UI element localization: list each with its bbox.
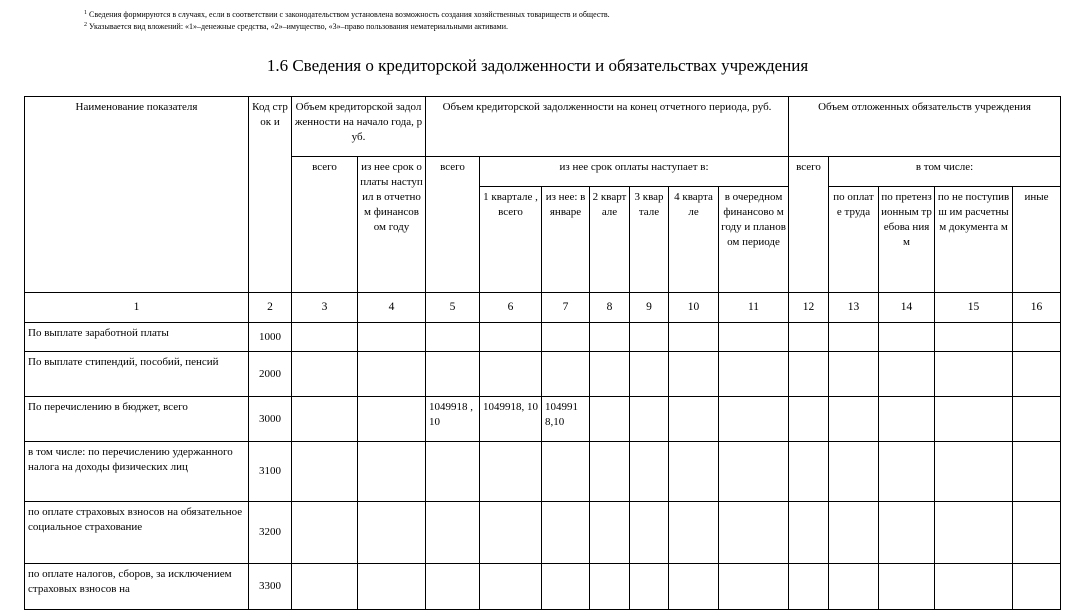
- row-code: 1000: [249, 323, 292, 352]
- column-number: 3: [292, 293, 358, 323]
- header-start-volume: Объем кредиторской задолженности на начало года, руб.: [292, 97, 426, 157]
- header-claims: по претенз ионным требова ниям: [879, 187, 935, 293]
- table-cell: [719, 352, 789, 397]
- footnote-2: [84, 20, 610, 32]
- column-number: 15: [935, 293, 1013, 323]
- table-cell: [669, 397, 719, 442]
- table-row: [25, 352, 1061, 397]
- table-cell: [630, 323, 669, 352]
- row-code: 2000: [249, 352, 292, 397]
- table-cell: [879, 502, 935, 564]
- row-label: По выплате заработной платы: [25, 323, 249, 352]
- table-cell: [879, 442, 935, 502]
- table-cell: [1013, 442, 1061, 502]
- table-cell: [935, 564, 1013, 610]
- table-cell: [590, 442, 630, 502]
- header-labor-payment: по оплате труда: [829, 187, 879, 293]
- table-cell: [590, 352, 630, 397]
- table-cell: [542, 442, 590, 502]
- table-cell: [480, 442, 542, 502]
- header-no-settlement-docs: по не поступивш им расчетным документа м: [935, 187, 1013, 293]
- table-cell: [292, 397, 358, 442]
- header-other: иные: [1013, 187, 1061, 293]
- table-cell: [669, 442, 719, 502]
- table-cell: [879, 323, 935, 352]
- table-cell: [829, 352, 879, 397]
- table-cell: [426, 442, 480, 502]
- column-number: 2: [249, 293, 292, 323]
- header-deferred-total: всего: [789, 157, 829, 293]
- table-cell: [879, 397, 935, 442]
- table-cell: [590, 323, 630, 352]
- table-cell: [789, 502, 829, 564]
- table-cell: [1013, 397, 1061, 442]
- table-cell: [789, 564, 829, 610]
- table-cell: [358, 564, 426, 610]
- header-q1-total: 1 квартале , всего: [480, 187, 542, 293]
- header-q3: 3 квар тале: [630, 187, 669, 293]
- column-number: 4: [358, 293, 426, 323]
- table-cell: [426, 352, 480, 397]
- table-cell: [630, 352, 669, 397]
- table-cell: [630, 564, 669, 610]
- header-end-due-group: из нее срок оплаты наступает в:: [480, 157, 789, 187]
- footnote-text: Указывается вид вложений: «1»–денежные средства, «2»–имущество, «3»–право пользования нематериальными активами.: [89, 22, 508, 31]
- table-cell: [935, 352, 1013, 397]
- table-cell: [719, 502, 789, 564]
- column-number: 10: [669, 293, 719, 323]
- table-cell: [480, 502, 542, 564]
- table-cell: [358, 502, 426, 564]
- table-row: [25, 564, 1061, 610]
- column-number: 16: [1013, 293, 1061, 323]
- table-cell: 104991 8,10: [542, 397, 590, 442]
- header-deferred-including: в том числе:: [829, 157, 1061, 187]
- table-cell: [669, 564, 719, 610]
- table-cell: [829, 323, 879, 352]
- table-cell: [669, 323, 719, 352]
- column-number: 12: [789, 293, 829, 323]
- footnote-1: [84, 8, 610, 20]
- table-cell: [1013, 564, 1061, 610]
- table-cell: 1049918 ,10: [426, 397, 480, 442]
- row-code: 3200: [249, 502, 292, 564]
- footnotes: [84, 8, 610, 32]
- row-label: По выплате стипендий, пособий, пенсий: [25, 352, 249, 397]
- header-q2: 2 кварт але: [590, 187, 630, 293]
- table-cell: [789, 352, 829, 397]
- table-cell: [719, 397, 789, 442]
- table-cell: [935, 502, 1013, 564]
- header-start-total: всего: [292, 157, 358, 293]
- row-label: По перечислению в бюджет, всего: [25, 397, 249, 442]
- table-cell: [542, 502, 590, 564]
- table-cell: [935, 442, 1013, 502]
- column-number: 11: [719, 293, 789, 323]
- table-cell: [1013, 502, 1061, 564]
- row-code: 3100: [249, 442, 292, 502]
- table-cell: [358, 442, 426, 502]
- header-next-period: в очередном финансово м году и плановом периоде: [719, 187, 789, 293]
- table-cell: [542, 323, 590, 352]
- header-end-total: всего: [426, 157, 480, 293]
- table-cell: [590, 564, 630, 610]
- table-cell: [542, 352, 590, 397]
- column-number: 13: [829, 293, 879, 323]
- table-cell: [630, 442, 669, 502]
- table-cell: [292, 502, 358, 564]
- row-label: в том числе: по перечислению удержанного налога на доходы физических лиц: [25, 442, 249, 502]
- table-cell: [426, 564, 480, 610]
- table-cell: [1013, 323, 1061, 352]
- table-cell: [480, 564, 542, 610]
- row-label: по оплате страховых взносов на обязательное социальное страхование: [25, 502, 249, 564]
- table-cell: [719, 564, 789, 610]
- table-cell: [590, 502, 630, 564]
- table-cell: [789, 323, 829, 352]
- table-row: [25, 323, 1061, 352]
- table-row: [25, 397, 1061, 442]
- column-number: 5: [426, 293, 480, 323]
- table-cell: [829, 564, 879, 610]
- table-cell: [789, 397, 829, 442]
- table-cell: [292, 442, 358, 502]
- table-row: [25, 442, 1061, 502]
- table-cell: [879, 564, 935, 610]
- table-cell: [590, 397, 630, 442]
- table-cell: [358, 352, 426, 397]
- table-cell: [935, 397, 1013, 442]
- table-cell: [669, 352, 719, 397]
- table-cell: [426, 323, 480, 352]
- table-cell: [480, 352, 542, 397]
- header-deferred-volume: Объем отложенных обязательств учреждения: [789, 97, 1061, 157]
- column-number: 9: [630, 293, 669, 323]
- page-title: 1.6 Сведения о кредиторской задолженности и обязательствах учреждения: [266, 56, 809, 75]
- table-cell: [480, 323, 542, 352]
- table-cell: [789, 442, 829, 502]
- column-number: 14: [879, 293, 935, 323]
- column-number: 6: [480, 293, 542, 323]
- table-cell: [829, 442, 879, 502]
- row-label: по оплате налогов, сборов, за исключением страховых взносов на: [25, 564, 249, 610]
- table-cell: [630, 502, 669, 564]
- footnote-text: Сведения формируются в случаях, если в соответствии с законодательством установлена возможность создания хозяйственных товариществ и обществ.: [89, 10, 610, 19]
- footnote-mark: 1: [84, 10, 87, 16]
- table-cell: [426, 502, 480, 564]
- table-cell: [542, 564, 590, 610]
- table-cell: [719, 442, 789, 502]
- table-cell: [1013, 352, 1061, 397]
- footnote-mark: 2: [84, 22, 87, 28]
- row-code: 3000: [249, 397, 292, 442]
- header-code: Код строк и: [249, 97, 292, 293]
- table-cell: [829, 502, 879, 564]
- table-cell: [358, 397, 426, 442]
- table-cell: [292, 564, 358, 610]
- header-end-volume: Объем кредиторской задолженности на конец отчетного периода, руб.: [426, 97, 789, 157]
- creditor-debt-table: [24, 96, 1061, 610]
- table-cell: [292, 323, 358, 352]
- table-cell: [879, 352, 935, 397]
- table-cell: [292, 352, 358, 397]
- header-start-due-in-period: из нее срок оплаты наступил в отчетном финансов ом году: [358, 157, 426, 293]
- column-number: 1: [25, 293, 249, 323]
- row-code: 3300: [249, 564, 292, 610]
- table-cell: [669, 502, 719, 564]
- header-q4: 4 кварта ле: [669, 187, 719, 293]
- column-number: 8: [590, 293, 630, 323]
- table-cell: [358, 323, 426, 352]
- header-indicator: Наименование показателя: [25, 97, 249, 293]
- table-cell: [719, 323, 789, 352]
- table-cell: 1049918, 10: [480, 397, 542, 442]
- column-number: 7: [542, 293, 590, 323]
- table-row: [25, 502, 1061, 564]
- table-cell: [630, 397, 669, 442]
- column-numbers-row: [25, 293, 1061, 323]
- header-january: из нее: в январе: [542, 187, 590, 293]
- table-cell: [829, 397, 879, 442]
- table-cell: [935, 323, 1013, 352]
